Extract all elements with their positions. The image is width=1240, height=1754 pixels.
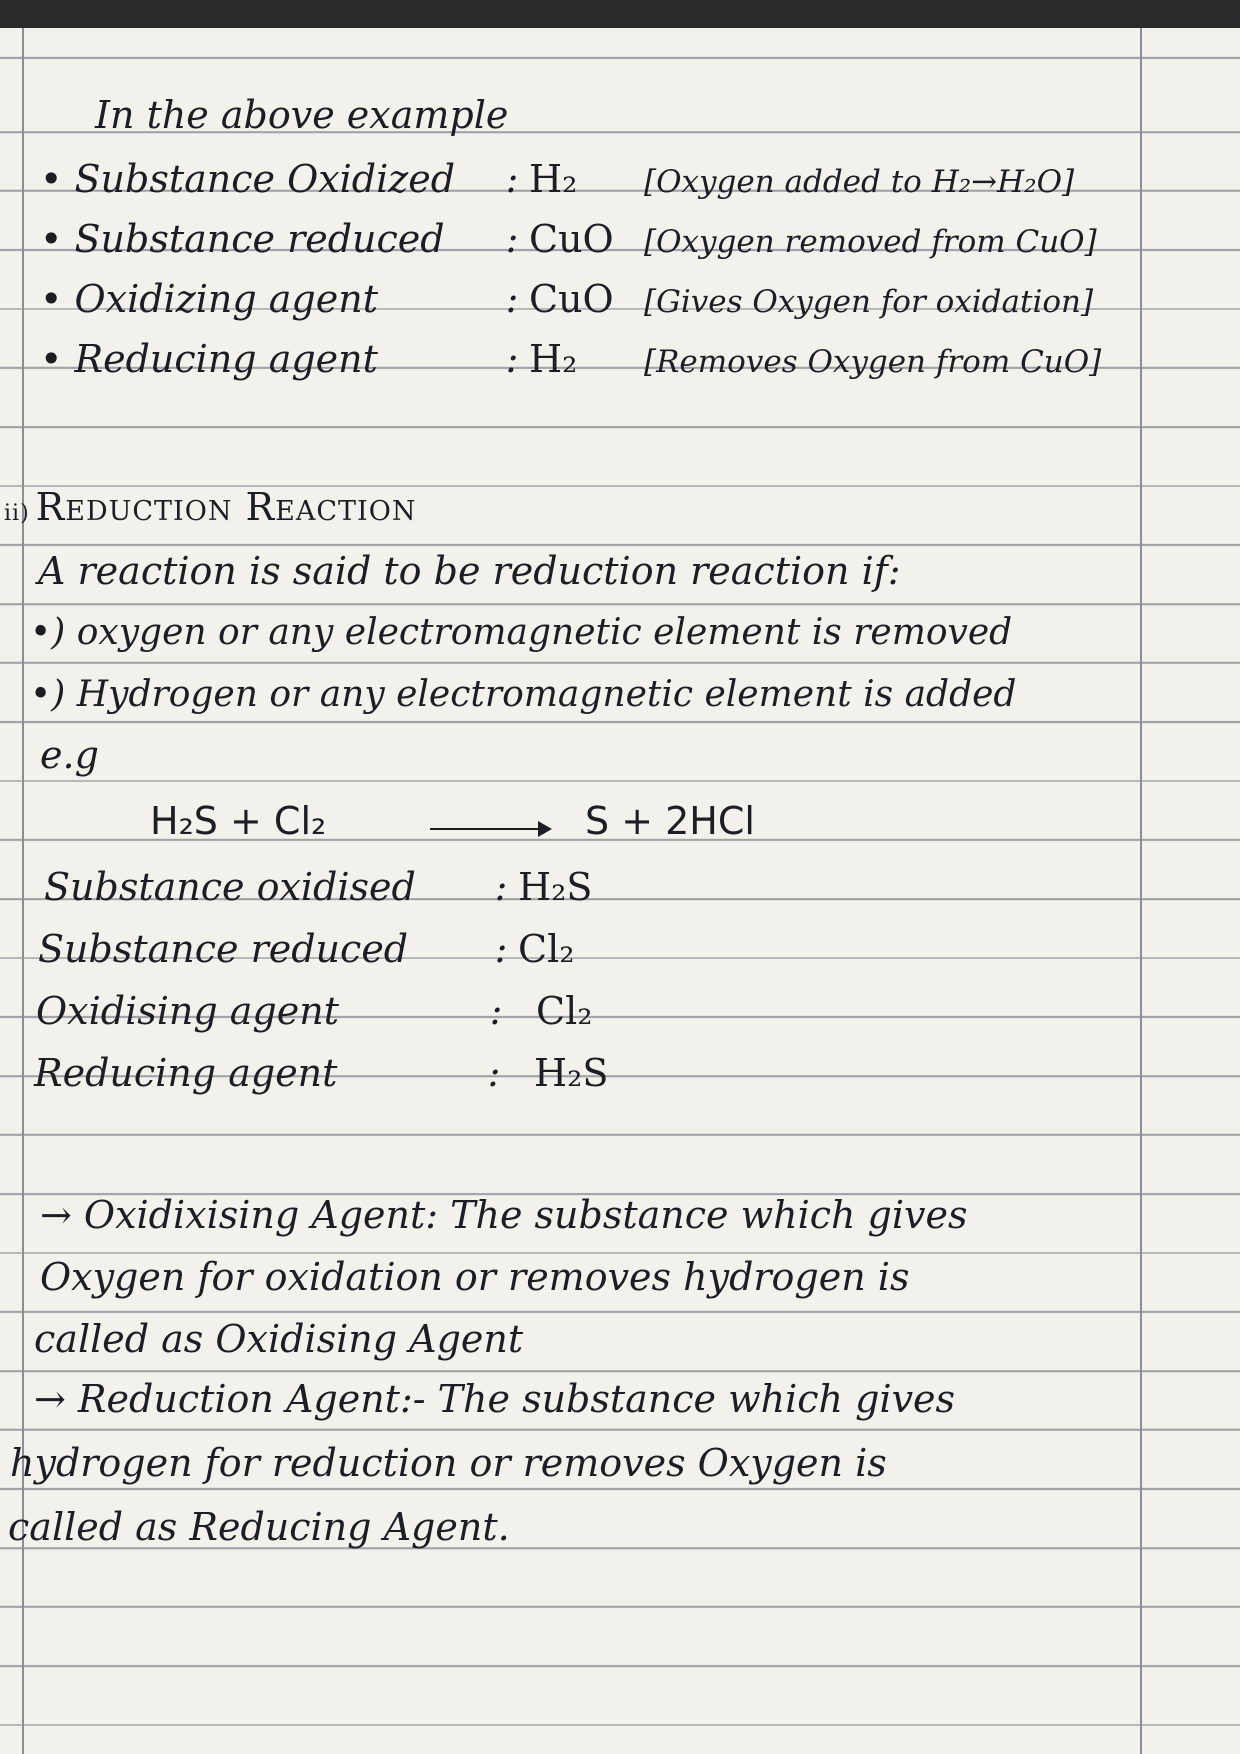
oxidising-agent-definition-1: → Oxidixising Agent: The substance which gives [40, 1193, 968, 1237]
reaction-arrow [430, 828, 550, 830]
definition-intro: A reaction is said to be reduction reaction if: [38, 549, 901, 593]
row-colon: : [505, 337, 519, 381]
oxidising-agent-definition-3: called as Oxidising Agent [34, 1317, 524, 1361]
section-title: Reduction Reaction [35, 485, 417, 529]
reduction-agent-definition-3: called as Reducing Agent. [8, 1505, 510, 1549]
example-substance-oxidised-row [44, 862, 592, 912]
row-label: • Reducing agent [40, 337, 378, 381]
row-colon: : [505, 217, 519, 261]
row-label: Oxidising agent [36, 989, 339, 1033]
row-colon: : [505, 277, 519, 321]
substance-oxidized-row [40, 154, 1074, 207]
row-label: • Substance Oxidized [40, 157, 456, 201]
equation-reactants: H₂S + Cl₂ [150, 799, 327, 843]
row-value: Cl₂ [518, 927, 575, 971]
row-value: H₂ [529, 157, 578, 201]
row-value: CuO [529, 277, 614, 321]
oxidising-agent-definition-2: Oxygen for oxidation or removes hydrogen is [40, 1255, 910, 1299]
row-colon: : [494, 865, 508, 909]
example-reducing-agent-row [34, 1048, 608, 1098]
row-label: Substance oxidised [44, 865, 416, 909]
row-value: H₂S [518, 865, 593, 909]
row-label: • Substance reduced [40, 217, 445, 261]
substance-reduced-row [40, 214, 1097, 267]
example-label: e.g [40, 733, 99, 777]
row-colon: : [487, 1051, 501, 1095]
example-substance-reduced-row [38, 924, 574, 974]
section-marker: ii) [4, 501, 30, 526]
row-value: Cl₂ [536, 989, 593, 1033]
reduction-agent-definition-1: → Reduction Agent:- The substance which gives [34, 1377, 956, 1421]
definition-item-2: •) Hydrogen or any electromagnetic element is added [30, 674, 1017, 715]
reduction-agent-definition-2: hydrogen for reduction or removes Oxygen is [10, 1441, 887, 1485]
row-note: [Removes Oxygen from CuO] [644, 344, 1102, 380]
row-label: Substance reduced [38, 927, 409, 971]
row-colon: : [489, 989, 503, 1033]
reducing-agent-row [40, 334, 1101, 387]
right-margin-line [1140, 28, 1142, 1754]
left-margin-line [22, 28, 24, 1754]
row-value: H₂S [534, 1051, 609, 1095]
row-label: Reducing agent [34, 1051, 338, 1095]
row-colon: : [494, 927, 508, 971]
intro-line: In the above example [95, 93, 509, 137]
row-note: [Oxygen added to H₂→H₂O] [644, 164, 1075, 200]
notebook-page [0, 28, 1240, 1754]
example-oxidising-agent-row [36, 986, 592, 1036]
equation-products: S + 2HCl [585, 799, 755, 843]
row-note: [Gives Oxygen for oxidation] [644, 284, 1094, 320]
row-colon: : [505, 157, 519, 201]
row-value: CuO [529, 217, 614, 261]
row-note: [Oxygen removed from CuO] [644, 224, 1097, 260]
oxidizing-agent-row [40, 274, 1093, 327]
section-heading [4, 482, 416, 539]
definition-item-1: •) oxygen or any electromagnetic element is removed [30, 612, 1013, 653]
row-value: H₂ [529, 337, 578, 381]
row-label: • Oxidizing agent [40, 277, 378, 321]
